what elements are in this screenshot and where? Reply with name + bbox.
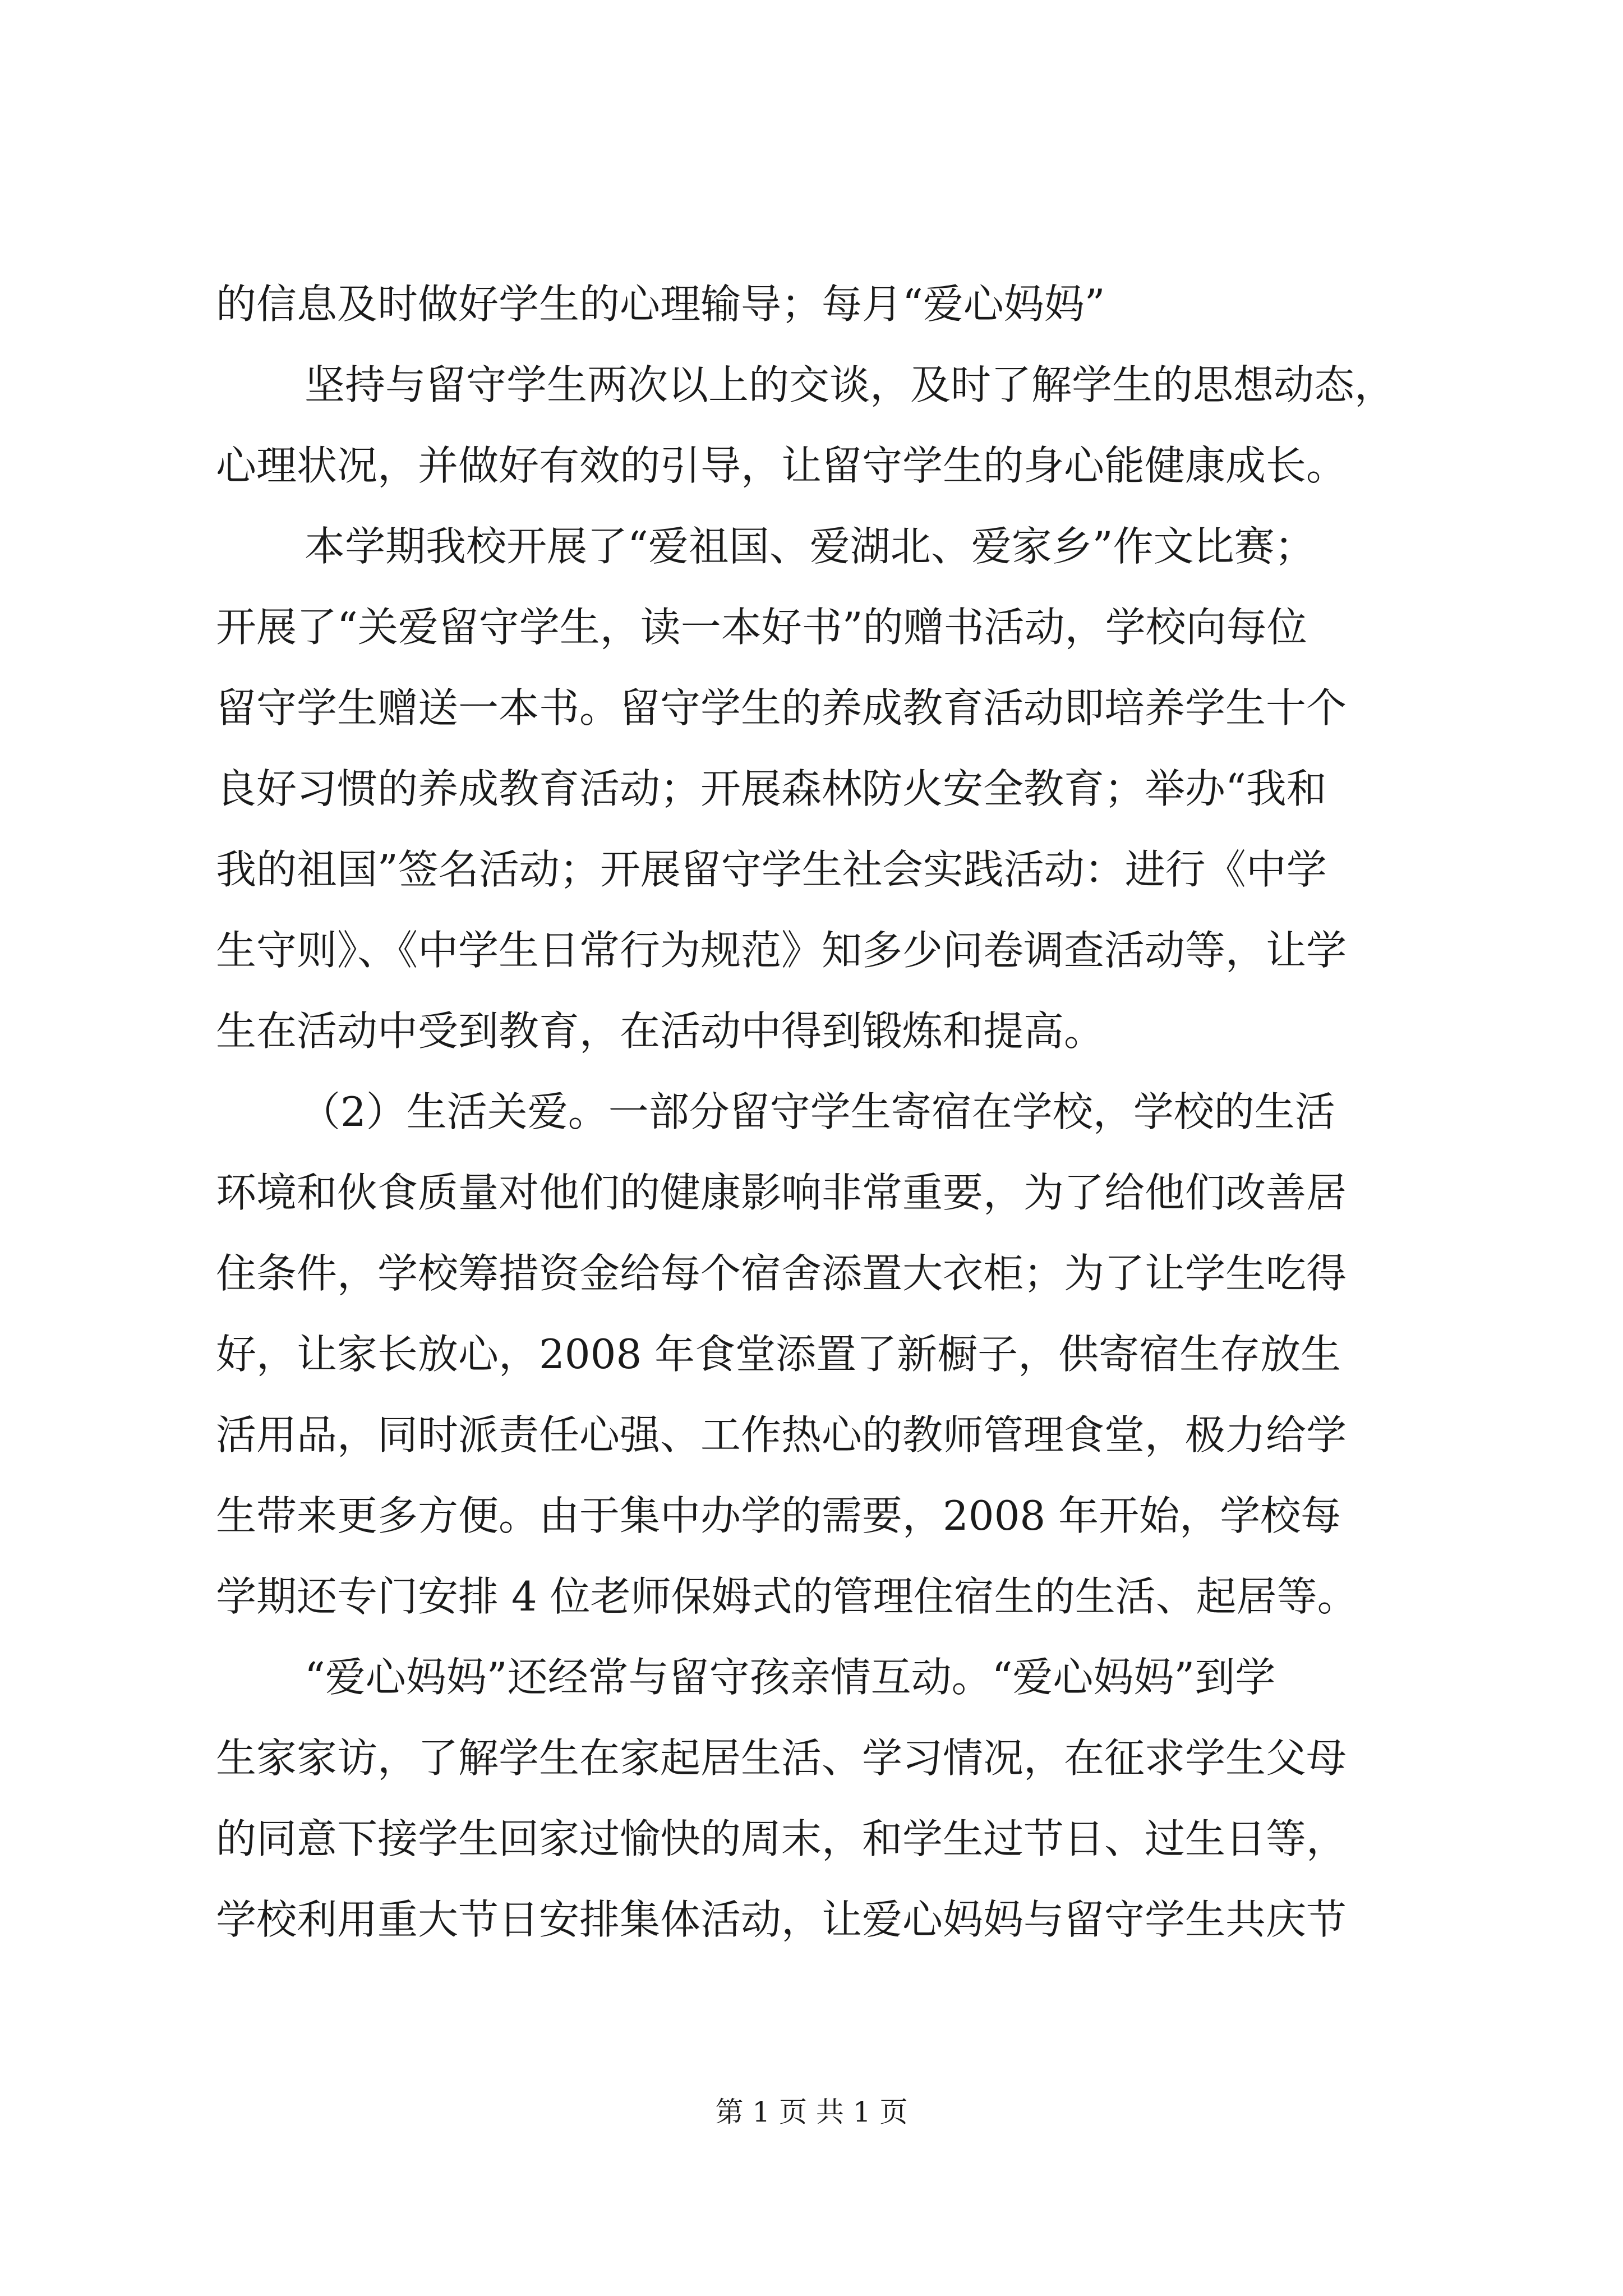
- text-line: 开展了“关爱留守学生，读一本好书”的赠书活动，学校向每位: [216, 604, 1307, 651]
- text-line: 活用品，同时派责任心强、工作热心的教师管理食堂，极力给学: [216, 1411, 1347, 1458]
- text-line: 的信息及时做好学生的心理输导；每月“爱心妈妈”: [216, 280, 1105, 328]
- text-line: 住条件，学校筹措资金给每个宿舍添置大衣柜；为了让学生吃得: [216, 1250, 1347, 1297]
- text-line: 环境和伙食质量对他们的健康影响非常重要，为了给他们改善居: [216, 1169, 1347, 1216]
- text-line: 心理状况，并做好有效的引导，让留守学生的身心能健康成长。: [216, 442, 1347, 489]
- text-line: 生守则》、《中学生日常行为规范》知多少问卷调查活动等，让学: [216, 927, 1347, 974]
- text-line: 生在活动中受到教育，在活动中得到锻炼和提高。: [216, 1007, 1105, 1055]
- text-line: 的同意下接学生回家过愉快的周末，和学生过节日、过生日等，: [216, 1815, 1347, 1862]
- text-line: 好，让家长放心，2008 年食堂添置了新橱子，供寄宿生存放生: [216, 1331, 1341, 1378]
- text-line: （2）生活关爱。一部分留守学生寄宿在学校，学校的生活: [300, 1088, 1335, 1135]
- body-text: [216, 264, 1450, 1960]
- page-footer: [0, 2095, 1623, 2129]
- text-line: 坚持与留守学生两次以上的交谈，及时了解学生的思想动态，: [305, 361, 1395, 408]
- text-line: 学期还专门安排 4 位老师保姆式的管理住宿生的生活、起居等。: [216, 1573, 1358, 1620]
- text-line: 良好习惯的养成教育活动；开展森林防火安全教育；举办“我和: [216, 765, 1327, 812]
- text-line: “爱心妈妈”还经常与留守孩亲情互动。“爱心妈妈”到学: [305, 1654, 1276, 1701]
- text-line: 本学期我校开展了“爱祖国、爱湖北、爱家乡”作文比赛；: [305, 523, 1315, 570]
- text-line: 我的祖国”签名活动；开展留守学生社会实践活动：进行《中学: [216, 846, 1327, 893]
- text-line: 学校利用重大节日安排集体活动，让爱心妈妈与留守学生共庆节: [216, 1896, 1347, 1943]
- text-line: 生带来更多方便。由于集中办学的需要，2008 年开始，学校每: [216, 1492, 1341, 1539]
- page-number-label: 第 1 页 共 1 页: [715, 2096, 908, 2128]
- text-line: 生家家访，了解学生在家起居生活、学习情况，在征求学生父母: [216, 1734, 1347, 1782]
- text-line: 留守学生赠送一本书。留守学生的养成教育活动即培养学生十个: [216, 684, 1347, 731]
